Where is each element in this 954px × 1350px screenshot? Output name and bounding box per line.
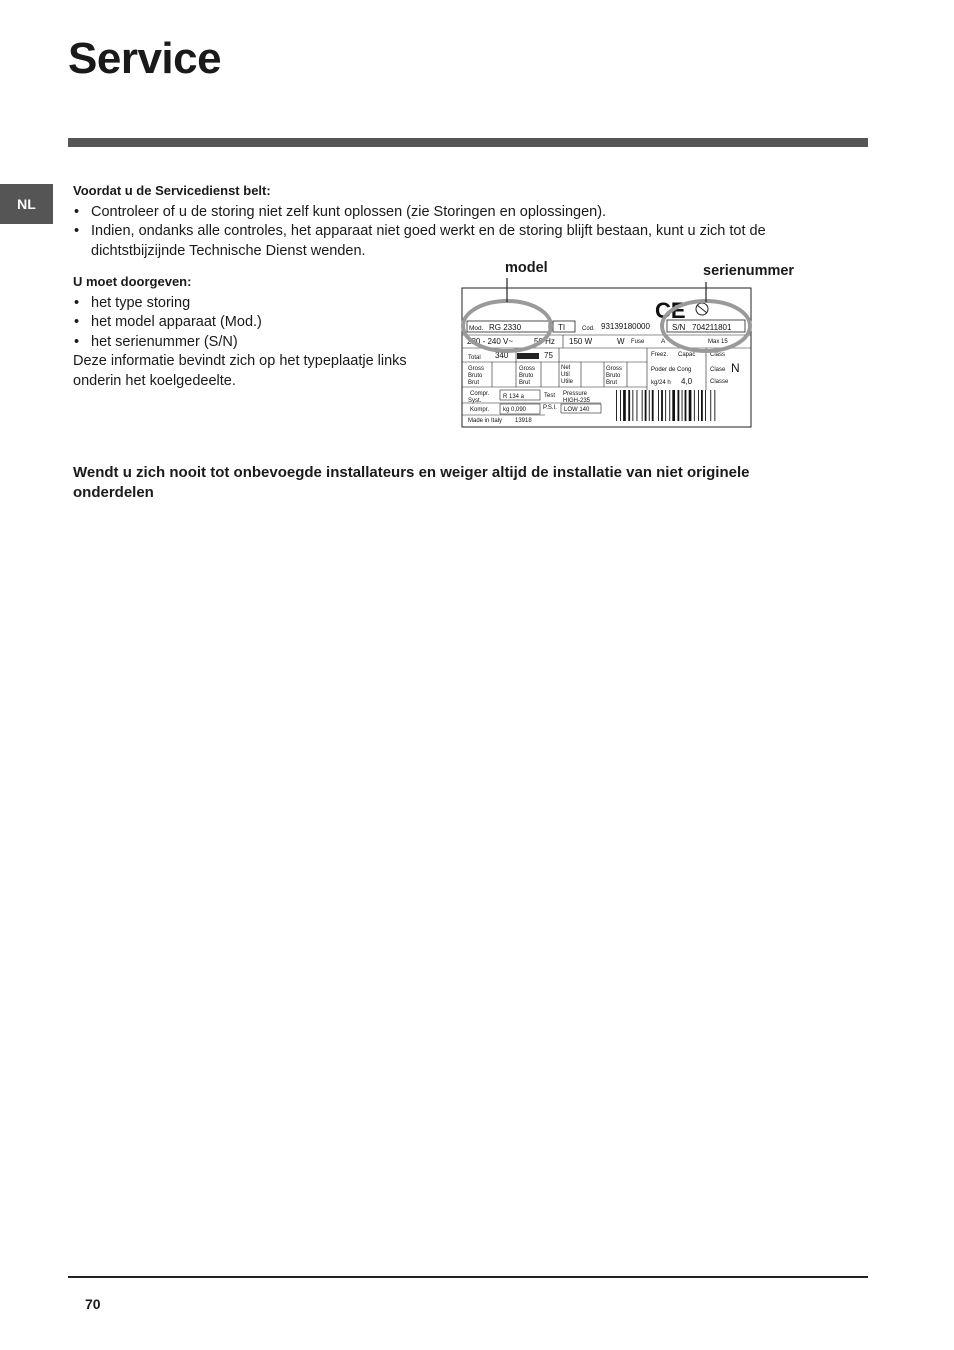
model-label: model [505,260,548,276]
power-watt-2: W [617,337,625,346]
gross-label: Gross [519,366,536,372]
bruto-label: Bruto [606,373,621,379]
freezer-value: 75 [544,351,553,360]
made-code: 13918 [515,418,532,424]
refrigerant-weight: kg 0,090 [503,407,527,413]
clase-label: Clase [710,367,726,373]
list-item: • het model apparaat (Mod.) [73,313,433,333]
refrigerant: R 134 a [503,394,525,400]
language-tab: NL [0,184,53,224]
brut-label: Brut [606,380,618,386]
cod-label: Cod. [582,326,595,332]
brut-label: Brut [468,380,480,386]
kompr-label: Kompr. [470,407,490,413]
provide-list [73,294,433,353]
bruto-label: Bruto [468,373,483,379]
before-call-heading: Voordat u de Servicedienst belt: [73,183,271,198]
list-item: • het type storing [73,294,433,314]
made-in-label: Made in Italy [468,418,503,424]
list-item: • Indien, ondanks alle controles, het apparaat niet goed werkt en de storing blijft bestaan, kunt u zich tot de dichtstbijzijnde Technische Dienst wenden. [73,222,833,261]
net-label: Net [561,365,571,371]
util-label: Util [561,372,570,378]
before-call-section [73,181,833,261]
serial-label: serienummer [703,263,795,279]
total-value: 340 [495,351,509,360]
header-rule [68,138,868,147]
sn-value: 704211801 [692,323,732,332]
rating-plate-figure [455,278,765,438]
pressure-low: LOW 140 [564,407,590,413]
gross-label: Gross [468,366,485,372]
classe-label: Classe [710,379,729,385]
fuse-label: Fuse [631,339,645,345]
cod-value: 93139180000 [601,322,650,331]
list-item: • Controleer of u de storing niet zelf kunt oplossen (zie Storingen en oplossingen). [73,203,833,223]
class-label: Class [710,352,726,358]
total-label: Total [468,355,481,361]
provide-heading: U moet doorgeven: [73,274,192,289]
compr-label: Compr. [470,391,490,397]
voltage: 220 - 240 V~ [467,337,514,346]
frequency: 50 Hz [534,337,555,346]
pressure-label: Pressure [563,391,588,397]
page-number: 70 [85,1296,101,1312]
list-item: • het serienummer (S/N) [73,333,433,353]
freez-label: Freez. [651,352,669,358]
power-watt: 150 W [569,337,593,346]
poder-label: Poder de Cong [651,367,692,373]
utile-label: Utile [561,379,574,385]
amp-label: A [661,338,666,345]
test-label: Test [544,393,556,399]
mod-label: Mod. [469,325,484,332]
provide-section [73,272,433,391]
before-call-list [73,203,833,262]
footer-rule [68,1276,868,1278]
capac-label: Capac [678,352,696,358]
mod-value: RG 2330 [489,323,522,332]
bruto-label: Bruto [519,373,534,379]
warning-text: Wendt u zich nooit tot onbevoegde installateurs en weiger altijd de installatie van niet originele onderdelen [73,464,750,501]
rating-plate [462,288,751,427]
sn-label: S/N [672,323,686,332]
brut-label: Brut [519,380,531,386]
class-value: N [731,361,740,375]
kg24-label: kg/24 h [651,380,671,386]
max-label: Max 15 [708,339,728,345]
gross-label: Gross [606,366,623,372]
kg24-value: 4,0 [681,377,693,386]
psi-label: P.S.I. [543,405,557,411]
pressure-high: HIGH-235 [563,398,591,404]
page-title: Service [68,34,222,83]
plate-location-note: Deze informatie bevindt zich op het typeplaatje links onderin het koelgedeelte. [73,353,407,389]
ti-code: TI [558,323,566,332]
syst-label: Syst. [468,398,482,404]
ce-mark: CE [655,298,686,323]
